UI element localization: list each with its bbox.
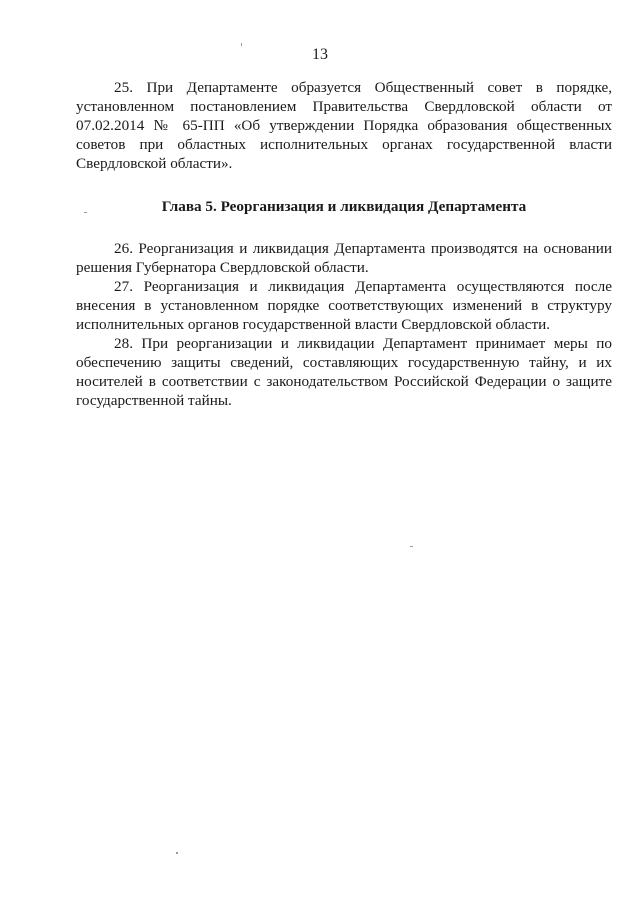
paragraph-28: 28. При реорганизации и ликвидации Департамент принимает меры по обеспечению защиты сведений, составляющих государственную тайну, и их носителей в соответствии с законодательством Российской Федерации о защите государственной тайны. [76,335,612,409]
scan-speck [176,852,178,854]
paragraph-26: 26. Реорганизация и ликвидация Департамента производятся на основании решения Губернатора Свердловской области. [76,240,612,276]
page-number: 13 [312,46,328,63]
document-body [76,78,612,410]
scan-speck [84,212,87,213]
scan-speck [241,43,242,46]
paragraph-27: 27. Реорганизация и ликвидация Департамента осуществляются после внесения в установленном порядке соответствующих изменений в структуру исполнительных органов государственной власти Свердловской области. [76,278,612,333]
scan-speck [410,546,413,547]
chapter-heading: Глава 5. Реорганизация и ликвидация Департамента [161,198,527,215]
paragraph-25: 25. При Департаменте образуется Общественный совет в порядке, установленном постановлением Правительства Свердловской области от 07.02.2014 № 65-ПП «Об утверждении Порядка образования общественных советов при областных исполнительных органах государственной власти Свердловской области». [76,79,612,172]
